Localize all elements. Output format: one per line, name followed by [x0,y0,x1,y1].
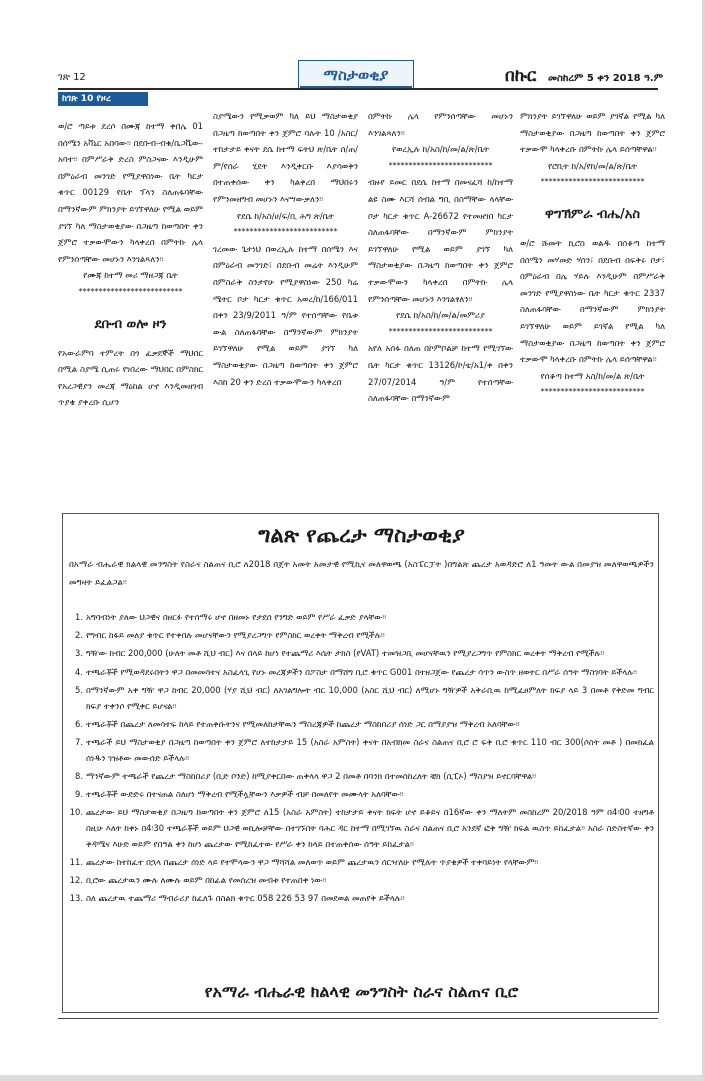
bid-requirement-item [69,769,654,785]
bottom-rule [58,1018,658,1019]
bid-requirement-item [69,628,654,644]
bid-notice-intro: በአማራ ብሔራዊ ክልላዊ መንግስት የስራና ስልጠና ቢሮ ለ2018 በጀት አመት አመታዊ የሚኪና መለዋወጫ (አስፔርፓት )በግልጽ ጨረታ አወዳድሮ ለ1 ዓመት ውል በመያዝ መለዋወጫዎችን መግዛት ይፈልጋል፡፡ [69,560,654,588]
item-text: ስለ ጨረታዉ ተጨማሪ ማብራሪያ ከፈለጉ በስልክ ቁጥር 058 226 53 97 በመደወል መጠየቅ ይችላሉ፡፡ [86,893,405,904]
item-text: የግብር ከፋይ መለያ ቁጥር የተቀበሉ መሆናቸውን የሚያረጋግጥ የምስክር ወረቀት ማቅረብ የሚችሉ፡፡ [86,630,385,641]
item-number: 13. [69,893,83,904]
item-text: ማንኛውም ተጫራች የጨረታ ማስከበሪያ (ቢድ ቦንድ) ከሚያቀርበው ጠቅላላ ዋጋ 2 በመቶ በባንክ በተመሰከረለት ቼክ (ሲፒኦ) ማስያዝ ይኖርባቸዋል፡፡ [86,770,537,781]
item-text: በማንኛውም አቀ ግዥ ዋጋ ከብር 20,000 (ሃያ ሺህ ብር) ለአገልግሎት ብር 10,000 (አስር ሺህ ብር) ለሚሆኑ ግዥዎች አቅራቢዉ ከሚፈፀምለት ክፍያ ላይ 3 በመቶ የቅድመ ግብር ክፍያ ተቀንሶ የሚቀር ይሆናል፡፡ [86,684,654,711]
item-text: ተጫራቾች ውድድሩ በተናጠል ስለሆነ ማቅረብ የሚችሏቸውን እቃዎች ብቻ በመለየት መሙላት አለባቸው፡፡ [86,789,404,800]
item-number: 8. [75,770,83,781]
notice-text: የአውራምባ ተምረት በጎ ፈቃደኞች ማህበር በሚል ስያሜ ሲጠሩ የነበረው ማህበር በምስክር የአረጋዊያን መረጃ ማዕከል ሆኖ እንዲመዘገብ ጥያቄ ያቀረቡ ሲሆን [58,347,203,408]
bid-requirement-item [69,610,654,626]
bid-notice-issuer: የአማራ ብሔራዊ ክልላዊ መንግስት ስራና ስልጠና ቢሮ [204,982,519,1001]
column-4 [520,108,665,401]
item-text: ቢሮው ጨረታዉን ሙሉ ለሙሉ ወይም በከፊል የመሰረዝ መብቱ የተጠበቀ ነው፡፡ [86,875,327,886]
notice-signature: የሰቆጣ ከተማ አስ/ከ/መ/ል ጽ/ቤት [540,370,645,381]
notice-text: ወ/ሮ ጣይቱ ደረሶ በሙጃ ከተማ ቀበሌ 01 በሰሜን አቫኒር አበባው፡፡ በደቡብ-ብቁ/ቤጋቬው-አባተ፡፡ በምሥራቅ ድረስ ምስጋናው እንዲሁም በምዕራብ መንገድ የሚያዋስነው ቤት ካርታ ቁጥር 00129 የቤት ፕላን ስለጠፋባቸው በማንኛውም ምክንያት ይገኘዋለሁ የሚል ወይም ያገኘ ካለ ማስታወቂያው በጋዜጣ ከወጣበት ቀን ጀምሮ ተቃውሞውን ካላቀረበ በምትኩ ሌላ የምንሰጣቸው መሆኑን እንገልጻለን፡፡ [58,121,203,264]
region-heading: ደቡብ ወሎ ዞን [94,316,167,332]
notice-text: በምትኩ ሌላ የምንሰጣቸው መሆኑን እንገልጻለን፡፡ [368,111,513,138]
notice-signature: የሮቢት ከ/አ/የከ/መ/ል/ጽ/ቤት [547,160,638,171]
bid-requirement-item [69,891,654,907]
notice-signature: የወረኢሉ ከ/አስ/ከ/መ/ል/ጽ/ቤት [391,144,489,155]
separator-stars: ************************** [233,227,338,237]
separator-stars: ************************** [540,177,645,187]
bid-requirement-item [69,873,654,889]
column-3 [368,108,513,407]
page-header [0,0,705,100]
bid-requirements-list [69,610,654,910]
notice-text: ምክንያት ይገኘዋለሁ ወይም ያገኛል የሚል ካለ ማስታወቂያው በጋዜጣ ከወጣበት ቀን ጀምሮ ተቃውሞ ካላቀረቡ በምትኩ ሌላ ይሰጣቸዋል፡፡ [520,111,665,155]
page-number: ገጽ 12 [58,72,86,83]
item-number: 3. [75,648,83,659]
item-number: 1. [75,612,83,622]
bid-notice-box [62,513,659,1013]
bid-requirement-item [69,717,654,733]
bid-notice-title: ግልጽ የጨረታ ማስታወቂያ [258,522,465,547]
separator-stars: ************************** [388,160,493,170]
item-number: 11. [69,857,83,868]
region-heading: ዋግኽምራ ብሔ/አስ [545,206,640,222]
column-2 [213,108,358,390]
separator-stars: ************************** [388,326,493,336]
bid-requirement-item [69,805,654,852]
item-number: 12. [69,875,83,886]
item-number: 9. [75,789,83,800]
item-text: ጨረታው ይህ ማስታወቂያ በጋዜጣ ከወጣበት ቀን ጀምሮ ለ15 (አስራ አምስት) ተከታታይ ቀናት ክፍት ሆኖ ይቆይና በ16ኛው ቀን ማለትም መስከረም 20/2018 ዓም በ4፡00 ተዘግቶ በዚሁ እለት ከቀኑ በ4፡30 ተጫራቾች ወይም ህጋዊ ወኪሎቻቸው በተገኙበት ባሕር ዳር ከተማ በሚገኘዉ ስራና ስልጠና ቢሮ አንደኛ ፎቅ ግዥ ክፍል ዉስጥ ይከፈታል፡፡ አስራ ስድስተኛው ቀን ቅዳሜና እሁድ ወይም የበዓል ቀን ከሆነ ጨረታው የሚከፈተው የሥራ ቀን ከላይ በተጠቀሰው ሰዓት ይከፈታል፡፡ [86,807,654,849]
bid-requirement-item [69,735,654,767]
issue-date: መስከረም 5 ቀን 2018 ዓ.ም [548,73,664,84]
notice-signature: የደሴ ከ/አስ/ከ/መ/ል/መምሪያ [396,310,485,321]
notice-text: ገረመው ጌታነህ በወረኢሉ ከተማ በሰሜን እና በምዕራብ መንገድ፣ በደቡብ መሬት እንዲሁም በምስራቅ ስንታየሁ የሚያዋስነው 250 ካሬ ሜትር ቦታ ካርታ ቁጥር አወረ/ከ/166/011 በቀን 23/9/2011 ዓ/ም የተሰጣቸው የቤቱ ውል ስለጠፋባቸው በማንኛውም ምክንያት ይገኘዋለሁ የሚል ወይም ያገኘ ካለ ማስታወቂያው በጋዜጣ ከወጣበት ቀን ጀምሮ እስከ 20 ቀን ድረስ ተቃውሞውን ካላቀረበ [213,243,358,387]
item-number: 7. [75,736,83,747]
header-rule [58,88,658,90]
bid-requirement-item [69,646,654,662]
bid-requirement-item [69,787,654,803]
bid-requirement-item [69,683,654,715]
notice-text: ብዙየ ይመር በደሴ ከተማ በመናፈሻ ከ/ከተማ ልዩ ስሙ እርሻ ሰብል ግቢ በስማቸው ላላቸው ቦታ ካርታ ቁጥር A-26672 የተመዘገበ ካርታ ስለጠፋባቸው በማንኛውም ምክንያት ይገኘዋለሁ የሚል ወይም ያገኘ ካለ ማስታወቂያው በጋዜጣ ከወጣበት ቀን ጀምሮ ተቃውሞውን ካላቀረበ በምትኩ ሌላ የምንሰጣቸው መሆኑን እንገልፃለን፡፡ [368,177,513,304]
item-number: 4. [75,666,83,677]
bid-requirement-item [69,665,654,681]
notice-text: አየለ አሰፋ በለጠ በኮምቦልቻ ከተማ የሚገኘው ቤት ካርታ ቁጥር 13126/ኮ/ቴ/አ1/ቀ በቀን 27/07/2014 ዓ/ም የተሰጣቸው ስለጠፋባቸው በማንኛውም [368,343,513,404]
notice-signature: የደሴ ከ/አስ/ሀ/ፍ/ቢ ሕግ ጽ/ቤት [236,210,335,221]
paper-name: በኩር [505,66,537,86]
item-number: 6. [75,718,83,729]
item-text: ጨረታው ከተከፈተ በኋላ በጨረታ ሰነድ ላይ የተሞላውን ዋጋ ማሻሻል መለወጥ ወይም ጨረታዉን ሰርዣለሁ የሚሉት ጥያቄዎች ተቀባይነት የላቸውም፡፡ [86,857,539,868]
column-1 [58,118,203,411]
separator-stars: ************************** [540,387,645,397]
notice-text: ወ/ሮ ሹመት ኪሮስ ወልዱ በሰቆጣ ከተማ በሰሜን መሃመድ ሃሰን፣ በደቡብ በፍቅሩ ቦታ፣ በምዕራብ በሌ ሃይሉ እንዲሁም በምሥራቅ መንገድ የሚያዋስነው ቤት ካርታ ቁጥር 2337 ስለጠፋባቸው በማንኛውም ምክንያት ይገኘዋለሁ ወይም ይገኛል የሚል ካለ ማስታወቂያው በጋዜጣ ከወጣበት ቀን ጀምሮ ተቃውሞ ካላቀረቡ በምትኩ ሌላ ይሰጣቸዋል፡፡ [520,237,665,365]
notice-text: ስያሜውን የሚቃወም ካለ ይህ ማስታወቂያ በጋዜጣ ከወጣበት ቀን ጀምሮ ባሉት 10 /አስር/ ተከታታይ ቀናት ደሴ ከተማ ፍትህ ጽ/ቤት ሰ/ጠ/ም/የሰራ ሂደት እንዲቀርቡ እያሳወቅን በተጠቀሰው ቀን ካልቀረበ ማህበሩን የምንመዘግብ መሆኑን እናሣውቃለን፡፡ [213,111,358,204]
bid-requirement-item [69,855,654,871]
section-masthead: ማስታወቂያ [298,60,414,89]
notice-signature: የሙጃ ከተማ መሪ ማዘጋጃ ቤት [83,270,178,281]
item-text: ግዥው ከብር 200,000 (ሁለት መቶ ሺህ ብር) እና በላይ ከሆነ የተጨማሪ እሴት ታክስ (የVAT) ተመዝጋቢ መሆናቸዉን የሚያረጋግጥ የምስክር ወረቀት ማቅረብ የሚችሉ፡፡ [86,648,605,659]
item-number: 10. [69,807,83,818]
item-text: ተጫራች ይህ ማስታወቂያ በጋዜጣ ከወጣበት ቀን ጀምሮ ለተከታታይ 15 (አስራ አምስት) ቀናት በአብክመ ስራና ስልጠና ቢሮ ሮ ፍቅ ቢሮ ቁጥር 110 ብር 300(ሶስት መቶ ) በመክፈል ሰነዱን ገዝቶው መውሰድ ይችላሉ፡፡ [86,736,654,763]
item-number: 2. [75,630,83,641]
item-number: 5. [75,684,83,695]
item-text: ተጫራቾች የሚወዳደሩበትን ዋጋ በመመሳተና አስፈላጊ የሆኑ መረጃዎችን በፖስታ በማሸግ ቢሮ ቁጥር G001 በተዘጋጀው የጨረታ ሳጥን ውስጥ ዘወትር በሥራ ሰዓት ማስገባት ይችላሉ፡፡ [86,666,638,677]
item-text: አግባብነት ያለው ህጋዊና በዘርፉ የተሰማሩ ሆኖ በዘመኑ የታደሰ የንግድ ወይም የሥራ ፈቃድ ያላቸው፡፡ [86,612,387,622]
continued-from-tag: ከገጽ 10 የዞረ [58,92,148,106]
item-text: ተጫራቾች በጨረታ ለመሳተፍ ከላይ የተጠቀሱትንና የሚመለከታቸዉን ማስረጃዎች ከጨረታ ማስከበሪያ ሰነድ ጋር በማያያዝ ማቅረብ አለባቸው፡፡ [86,718,520,729]
separator-stars: ************************** [78,286,183,296]
